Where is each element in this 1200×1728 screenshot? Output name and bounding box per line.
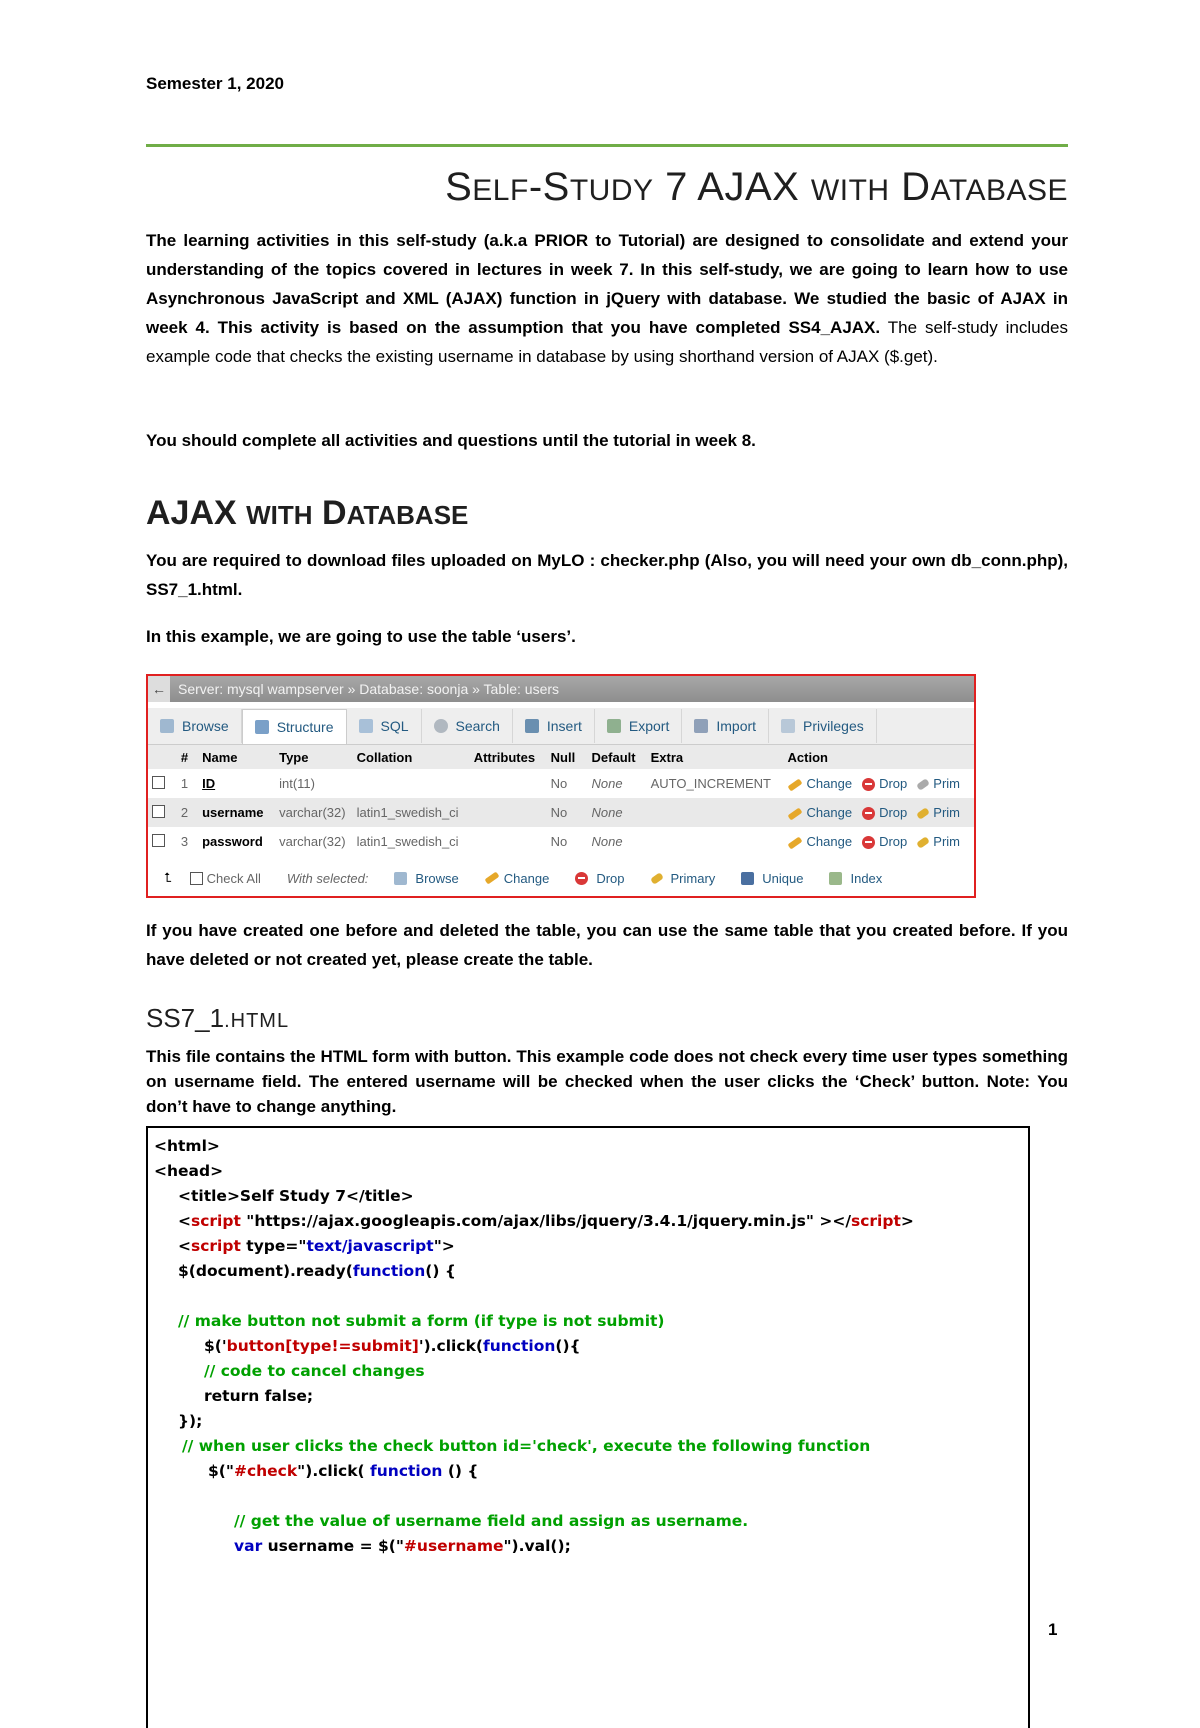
download-instructions: You are required to download files uploaded on MyLO : checker.php (Also, you will need your own db_conn.php), SS7_1.html. (146, 551, 1068, 599)
check-all[interactable]: Check All (190, 871, 261, 886)
drop-action[interactable]: Drop (862, 805, 907, 820)
code-line: <html> (154, 1137, 220, 1155)
page-number: 1 (1048, 1620, 1058, 1639)
check-all-checkbox[interactable] (190, 872, 203, 885)
code-line: <head> (154, 1162, 224, 1180)
code-comment: // code to cancel changes (204, 1362, 425, 1380)
code-comment: // get the value of username field and assign as username. (234, 1512, 749, 1530)
privileges-icon (781, 719, 795, 733)
table-row: 1 ID int(11) No None AUTO_INCREMENT Change Drop Prim (148, 769, 974, 798)
drop-icon (862, 836, 875, 849)
page-title: SELF-STUDY 7 AJAX WITH DATABASE (445, 165, 1068, 209)
search-icon (434, 719, 448, 733)
primary-action[interactable]: Prim (917, 805, 960, 820)
code-line: var username = $("#username").val(); (234, 1537, 571, 1555)
table-creation-note: If you have created one before and deleted the table, you can use the same table that you created before. If you have deleted or not created yet, please create the table. (146, 921, 1068, 969)
pencil-icon (787, 807, 802, 820)
pencil-icon (787, 836, 802, 849)
tab-browse[interactable]: Browse (148, 709, 242, 743)
arrow-up-icon: ⮤ (164, 870, 172, 885)
code-line: <title>Self Study 7</title> (178, 1187, 414, 1205)
back-arrow-icon[interactable]: ← (148, 676, 170, 702)
browse-icon (160, 719, 174, 733)
code-line: return false; (204, 1387, 314, 1405)
index-icon (829, 872, 842, 885)
drop-icon (575, 872, 588, 885)
footer-browse-button[interactable]: Browse (394, 871, 458, 886)
structure-table (148, 745, 974, 856)
header-rule (146, 144, 1068, 147)
code-comment: // when user clicks the check button id='check', execute the following function (182, 1437, 871, 1455)
semester-header: Semester 1, 2020 (146, 74, 284, 93)
tab-export[interactable]: Export (595, 709, 682, 743)
pencil-icon (787, 778, 802, 791)
pma-breadcrumb[interactable]: Server: mysql wampserver » Database: soonja » Table: users (178, 681, 560, 697)
phpmyadmin-screenshot (146, 674, 976, 898)
footer-index-button[interactable]: Index (829, 871, 882, 886)
key-icon (916, 836, 930, 849)
drop-action[interactable]: Drop (862, 834, 907, 849)
table-header-row: # Name Type Collation Attributes Null Default Extra Action (148, 745, 974, 769)
row-checkbox[interactable] (152, 776, 165, 789)
change-action[interactable]: Change (788, 834, 853, 849)
code-line: $("#check").click( function () { (208, 1462, 479, 1480)
change-action[interactable]: Change (788, 805, 853, 820)
table-row: 3 password varchar(32) latin1_swedish_ci No None Change Drop Prim (148, 827, 974, 856)
structure-icon (255, 720, 269, 734)
insert-icon (525, 719, 539, 733)
code-line: <script "https://ajax.googleapis.com/ajax/libs/jquery/3.4.1/jquery.min.js" ></script> (178, 1212, 914, 1230)
pma-footer-actions (148, 864, 974, 892)
table-row: 2 username varchar(32) latin1_swedish_ci No None Change Drop Prim (148, 798, 974, 827)
tab-structure[interactable]: Structure (242, 709, 347, 744)
code-comment: // make button not submit a form (if type is not submit) (178, 1312, 665, 1330)
tab-sql[interactable]: SQL (347, 709, 422, 743)
row-checkbox[interactable] (152, 805, 165, 818)
drop-icon (862, 807, 875, 820)
footer-primary-button[interactable]: Primary (651, 871, 716, 886)
footer-drop-button[interactable]: Drop (575, 871, 624, 886)
unique-icon (741, 872, 754, 885)
sql-icon (359, 719, 373, 733)
key-icon (650, 872, 664, 885)
tab-search[interactable]: Search (422, 709, 513, 743)
primary-action[interactable]: Prim (917, 834, 960, 849)
with-selected-label: With selected: (286, 870, 369, 886)
primary-action[interactable]: Prim (917, 776, 960, 791)
browse-icon (394, 872, 407, 885)
import-icon (694, 719, 708, 733)
code-line: }); (178, 1412, 203, 1430)
change-action[interactable]: Change (788, 776, 853, 791)
code-line: $(document).ready(function() { (178, 1262, 456, 1280)
row-checkbox[interactable] (152, 834, 165, 847)
tab-privileges[interactable]: Privileges (769, 709, 877, 743)
code-line: $('button[type!=submit]').click(function(){ (204, 1337, 581, 1355)
footer-unique-button[interactable]: Unique (741, 871, 803, 886)
tab-import[interactable]: Import (682, 709, 769, 743)
pma-tabs (148, 708, 974, 745)
pma-breadcrumb-bar (148, 676, 974, 702)
example-table-note: In this example, we are going to use the table ‘users’. (146, 627, 576, 646)
key-icon (916, 807, 930, 820)
drop-icon (862, 778, 875, 791)
code-line: <script type="text/javascript"> (178, 1237, 455, 1255)
section-heading-ajax-database: AJAX WITH DATABASE (146, 494, 469, 532)
export-icon (607, 719, 621, 733)
section-heading-ss7-1: SS7_1.HTML (146, 1003, 290, 1033)
drop-action[interactable]: Drop (862, 776, 907, 791)
tab-insert[interactable]: Insert (513, 709, 595, 743)
footer-change-button[interactable]: Change (485, 871, 550, 886)
key-icon (916, 778, 930, 791)
intro-paragraph: The learning activities in this self-study (a.k.a PRIOR to Tutorial) are designed to consolidate and extend your understanding of the topics covered in lectures in week 7. In this self-study, we are going to learn how to use Asynchronous JavaScript and XML (AJAX) function in jQuery with database. We studied the basic of AJAX in week 4. This activity is based on the assumption that you have completed SS4_AJAX. The self-study includes example code that checks the existing username in database by using shorthand version of AJAX ($.get). (146, 231, 1069, 366)
code-listing (146, 1126, 1030, 1728)
pencil-icon (484, 872, 499, 885)
ss7-1-description: This file contains the HTML form with button. This example code does not check every time user types something on username field. The entered username will be checked when the user clicks the ‘Check’ button. Note: You don’t have to change anything. (146, 1047, 1068, 1116)
intro-deadline: You should complete all activities and questions until the tutorial in week 8. (146, 431, 756, 450)
